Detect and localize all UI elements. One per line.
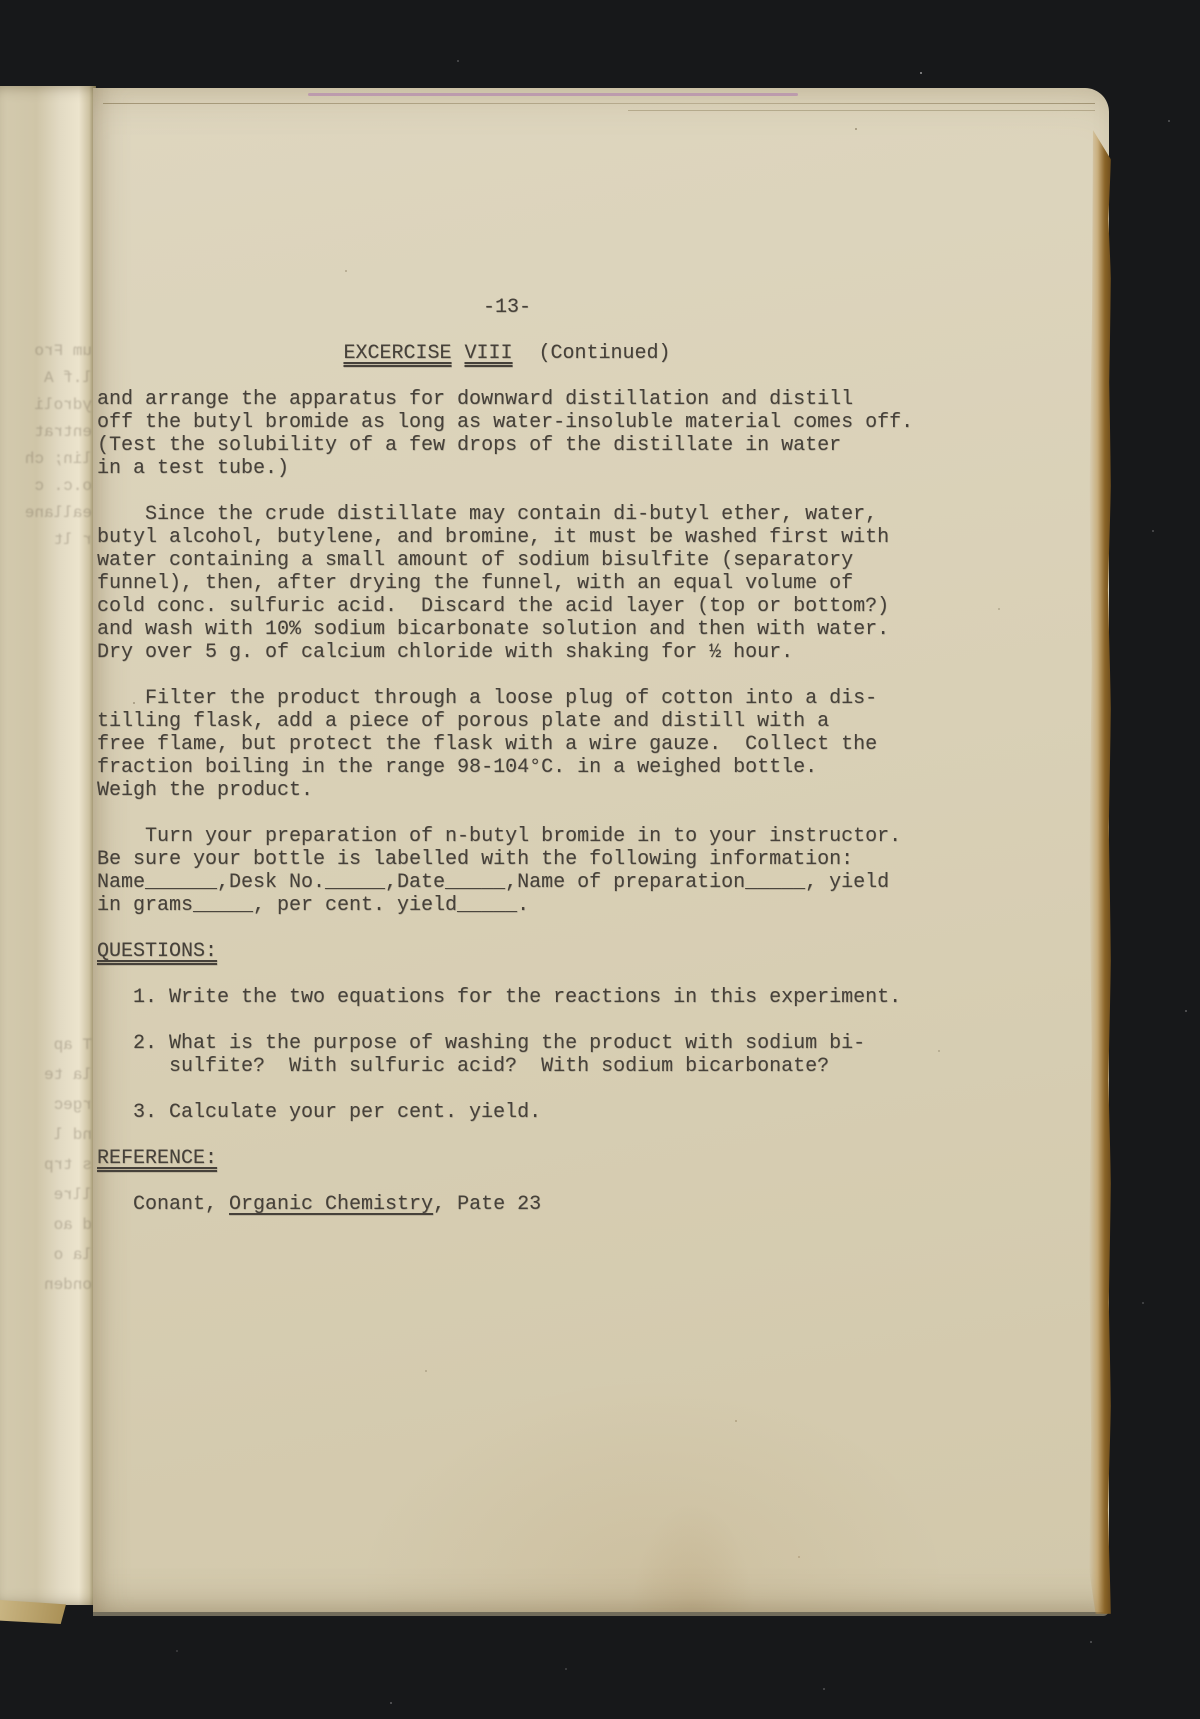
showthrough-line: um Fro — [34, 342, 92, 360]
showthrough-line: eallane — [24, 504, 92, 522]
paragraph — [97, 825, 957, 917]
text-line: Name______,Desk No._____,Date_____,Name of preparation_____, yield — [97, 871, 890, 894]
reference-page: , Pate 23 — [433, 1193, 542, 1216]
question-item — [97, 1101, 957, 1124]
reference-author: Conant, — [133, 1193, 230, 1216]
showthrough-line: la te — [43, 1066, 92, 1084]
questions-heading-label: QUESTIONS: — [97, 940, 218, 963]
page-stack-edge-line — [103, 103, 1095, 104]
text-line: 3. Calculate your per cent. yield. — [133, 1101, 542, 1124]
showthrough-line: s trp — [43, 1156, 92, 1174]
exercise-title — [97, 342, 917, 365]
text-line: off the butyl bromide as long as water-insoluble material comes off. — [97, 411, 914, 434]
title-number: VIII — [464, 342, 513, 365]
text-line: in grams_____, per cent. yield_____. — [97, 894, 530, 917]
showthrough-line: entrat — [34, 423, 92, 441]
showthrough-line: r lt — [53, 531, 92, 549]
question-item — [97, 1032, 957, 1078]
underpage-edge-line — [308, 93, 798, 96]
questions-list — [97, 986, 957, 1124]
showthrough-line: l.f A — [43, 369, 92, 387]
showthrough-line: T ap — [53, 1036, 92, 1054]
showthrough-text-top — [2, 338, 92, 554]
text-line: fraction boiling in the range 98-104°C. in a weighed bottle. — [97, 756, 818, 779]
showthrough-line: ydroli — [34, 396, 92, 414]
text-line: Turn your preparation of n-butyl bromide in to your instructor. — [97, 825, 902, 848]
text-line: sulfite? With sulfuric acid? With sodium bicarbonate? — [133, 1055, 830, 1078]
text-line: Be sure your bottle is labelled with the following information: — [97, 848, 854, 871]
page-content — [97, 296, 957, 1216]
questions-heading — [97, 940, 957, 963]
text-line: funnel), then, after drying the funnel, with an equal volume of — [97, 572, 854, 595]
dust-specks — [0, 0, 2, 2]
book-bound-edge — [0, 86, 96, 1605]
question-item — [97, 986, 957, 1009]
showthrough-line: o.c. c — [34, 477, 92, 495]
paragraph — [97, 503, 957, 664]
text-line: Filter the product through a loose plug of cotton into a dis- — [97, 687, 878, 710]
showthrough-line: nd l — [53, 1126, 92, 1144]
text-line: (Test the solubility of a few drops of the distillate in water — [97, 434, 842, 457]
text-line: cold conc. sulfuric acid. Discard the acid layer (top or bottom?) — [97, 595, 890, 618]
showthrough-line: llre — [53, 1186, 92, 1204]
text-line: Since the crude distillate may contain di-butyl ether, water, — [97, 503, 878, 526]
text-line: in a test tube.) — [97, 457, 290, 480]
showthrough-line: rgec — [53, 1096, 92, 1114]
page-stack-edge-line-2 — [628, 110, 1095, 111]
paragraph — [97, 388, 957, 480]
page-number: -13- — [482, 296, 531, 319]
paragraph — [97, 687, 957, 802]
text-line: butyl alcohol, butylene, and bromine, it must be washed first with — [97, 526, 890, 549]
text-line: and arrange the apparatus for downward distillation and distill — [97, 388, 854, 411]
text-line: tilling flask, add a piece of porous plate and distill with a — [97, 710, 830, 733]
text-line: free flame, but protect the flask with a wire gauze. Collect the — [97, 733, 878, 756]
title-word: EXCERCISE — [343, 342, 452, 365]
text-line: Dry over 5 g. of calcium chloride with shaking for ½ hour. — [97, 641, 794, 664]
reference-book-title: Organic Chemistry — [229, 1193, 434, 1216]
text-line: 1. Write the two equations for the reactions in this experiment. — [133, 986, 902, 1009]
worn-page-edge — [1089, 130, 1111, 1614]
paper-specks — [93, 88, 95, 90]
showthrough-line: lin; ch — [24, 450, 92, 468]
reference-heading — [97, 1147, 957, 1170]
showthrough-line: d ao — [53, 1216, 92, 1234]
text-line: water containing a small amount of sodium bisulfite (separatory — [97, 549, 854, 572]
showthrough-text-bottom — [2, 1030, 92, 1300]
title-continued: (Continued) — [538, 342, 671, 365]
scanned-page — [93, 88, 1109, 1612]
text-line: and wash with 10% sodium bicarbonate solution and then with water. — [97, 618, 890, 641]
body-paragraphs — [97, 388, 957, 917]
reference-heading-label: REFERENCE: — [97, 1147, 218, 1170]
text-line: Weigh the product. — [97, 779, 314, 802]
text-line: 2. What is the purpose of washing the product with sodium bi- — [133, 1032, 866, 1055]
reference-entry — [97, 1193, 957, 1216]
showthrough-line: la o — [53, 1246, 92, 1264]
showthrough-line: onden — [43, 1276, 92, 1294]
